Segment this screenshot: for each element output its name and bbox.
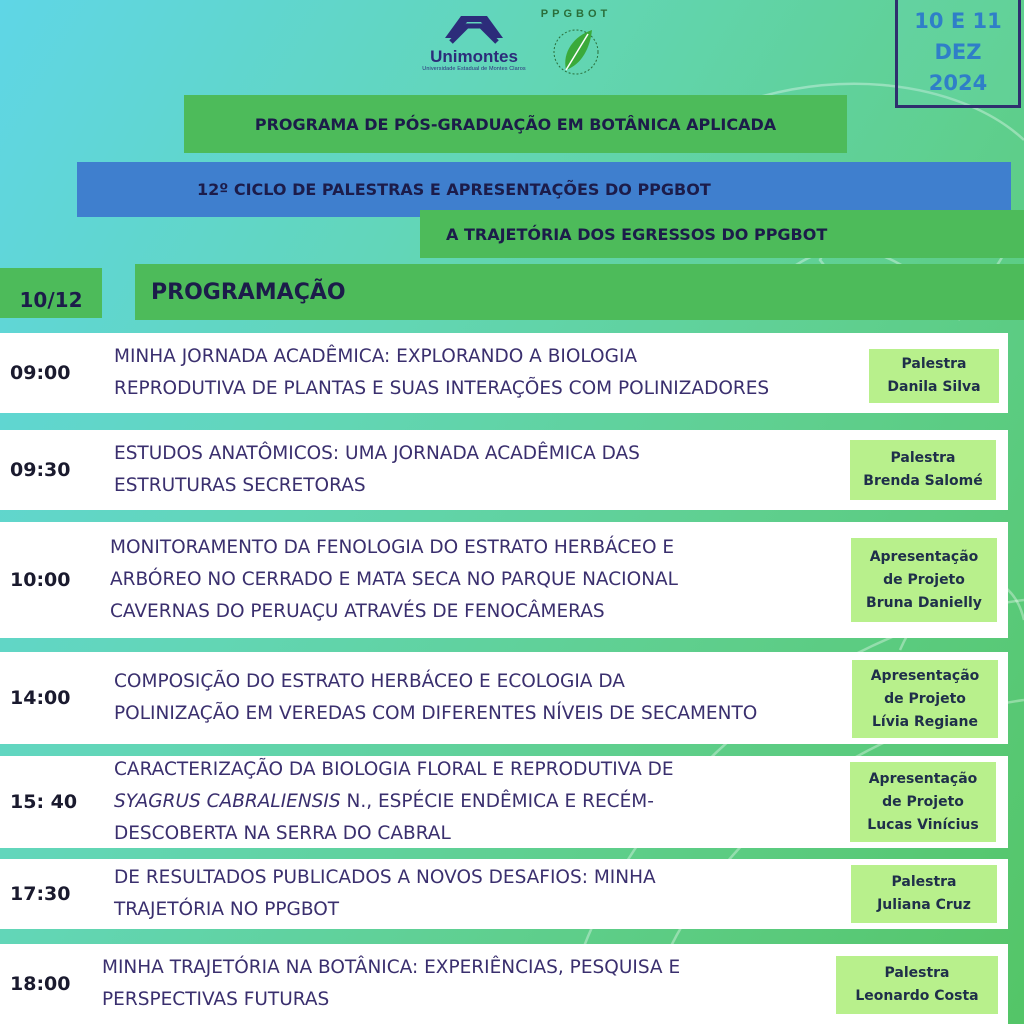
date-year: 2024 (928, 71, 988, 95)
unimontes-emblem-icon (437, 8, 511, 48)
session-type: Apresentação (868, 770, 978, 787)
schedule-row (0, 430, 1008, 510)
session-tag (851, 538, 997, 622)
date-month: DEZ (934, 40, 982, 64)
day-text: 10/12 (19, 288, 83, 312)
row-title (102, 944, 680, 1024)
row-title (110, 522, 678, 638)
session-type-detail: de Projeto (883, 571, 965, 588)
row-title-line: REPRODUTIVA DE PLANTAS E SUAS INTERAÇÕES COM POLINIZADORES (114, 378, 770, 399)
schedule-row (0, 859, 1008, 929)
row-title (114, 430, 640, 510)
row-title-line: MONITORAMENTO DA FENOLOGIA DO ESTRATO HERBÁCEO E (110, 537, 675, 558)
session-type-detail: de Projeto (882, 793, 964, 810)
row-title-line: CAVERNAS DO PERUAÇU ATRAVÉS DE FENOCÂMERAS (110, 601, 605, 622)
speaker-name: Lívia Regiane (872, 713, 978, 730)
speaker-name: Brenda Salomé (863, 473, 983, 489)
row-title (114, 756, 674, 848)
row-time: 18:00 (10, 973, 71, 995)
speaker-name: Lucas Vinícius (867, 816, 979, 833)
speaker-name: Bruna Danielly (866, 594, 982, 611)
session-type: Apresentação (870, 667, 980, 684)
theme-banner (420, 210, 1024, 258)
session-type: Palestra (884, 965, 950, 981)
row-title-line: ESTUDOS ANATÔMICOS: UMA JORNADA ACADÊMICA DAS (114, 443, 640, 464)
ppgbot-name: PPGBOT (540, 8, 612, 20)
session-type: Apresentação (869, 548, 979, 565)
row-title-line: COMPOSIÇÃO DO ESTRATO HERBÁCEO E ECOLOGIA DA (114, 671, 625, 692)
ppgbot-logo (536, 8, 616, 84)
row-title (114, 333, 769, 413)
session-type-detail: de Projeto (884, 690, 966, 707)
schedule-row (0, 652, 1008, 744)
schedule-row (0, 756, 1008, 848)
schedule-row (0, 333, 1008, 413)
schedule-row (0, 944, 1008, 1024)
row-title (114, 859, 656, 929)
leaf-icon (536, 8, 616, 84)
schedule-row (0, 522, 1008, 638)
session-type: Palestra (901, 356, 967, 372)
session-tag (852, 660, 998, 738)
row-time: 10:00 (10, 569, 71, 591)
session-tag (850, 762, 996, 842)
program-banner (184, 95, 847, 153)
session-type: Palestra (891, 874, 957, 890)
row-title-line: CARACTERIZAÇÃO DA BIOLOGIA FLORAL E REPRODUTIVA DE (114, 759, 674, 780)
cycle-title: 12º CICLO DE PALESTRAS E APRESENTAÇÕES DO PPGBOT (197, 180, 711, 199)
section-title: PROGRAMAÇÃO (151, 279, 346, 305)
cycle-banner (77, 162, 1011, 217)
row-title-line-mixed (114, 786, 674, 818)
row-time: 09:30 (10, 459, 71, 481)
speaker-name: Leonardo Costa (855, 988, 979, 1004)
row-title-rest: N., ESPÉCIE ENDÊMICA E RECÉM- (340, 791, 654, 812)
row-title-line: ARBÓREO NO CERRADO E MATA SECA NO PARQUE NACIONAL (110, 569, 678, 590)
row-title-line: DE RESULTADOS PUBLICADOS A NOVOS DESAFIOS: MINHA (114, 867, 656, 888)
date-days: 10 E 11 (914, 9, 1002, 33)
row-title-line: MINHA JORNADA ACADÊMICA: EXPLORANDO A BIOLOGIA (114, 346, 638, 367)
program-title: PROGRAMA DE PÓS-GRADUAÇÃO EM BOTÂNICA APLICADA (254, 114, 777, 134)
row-title-line: ESTRUTURAS SECRETORAS (114, 475, 366, 496)
theme-title: A TRAJETÓRIA DOS EGRESSOS DO PPGBOT (446, 224, 828, 244)
row-title (114, 652, 757, 744)
speaker-name: Juliana Cruz (877, 897, 971, 913)
section-heading (135, 264, 1024, 320)
row-title-line: MINHA TRAJETÓRIA NA BOTÂNICA: EXPERIÊNCIAS, PESQUISA E (102, 957, 681, 978)
row-time: 17:30 (10, 883, 71, 905)
session-type: Palestra (890, 450, 956, 466)
row-title-line: TRAJETÓRIA NO PPGBOT (114, 899, 340, 920)
row-time: 15: 40 (10, 791, 78, 813)
row-time: 14:00 (10, 687, 71, 709)
date-box (895, 0, 1021, 108)
unimontes-subtitle: Universidade Estadual de Montes Claros (422, 66, 526, 72)
speaker-name: Danila Silva (887, 379, 981, 395)
unimontes-name: Unimontes (430, 47, 518, 66)
species-name: SYAGRUS CABRALIENSIS (114, 791, 341, 812)
row-title-line: POLINIZAÇÃO EM VEREDAS COM DIFERENTES NÍVEIS DE SECAMENTO (114, 703, 758, 724)
day-label (0, 268, 102, 318)
session-tag (869, 349, 999, 403)
session-tag (851, 865, 997, 923)
unimontes-logo (414, 8, 534, 86)
row-time: 09:00 (10, 362, 71, 384)
row-title-line: PERSPECTIVAS FUTURAS (102, 989, 330, 1010)
row-title-line: DESCOBERTA NA SERRA DO CABRAL (114, 823, 451, 844)
session-tag (836, 956, 998, 1014)
session-tag (850, 440, 996, 500)
